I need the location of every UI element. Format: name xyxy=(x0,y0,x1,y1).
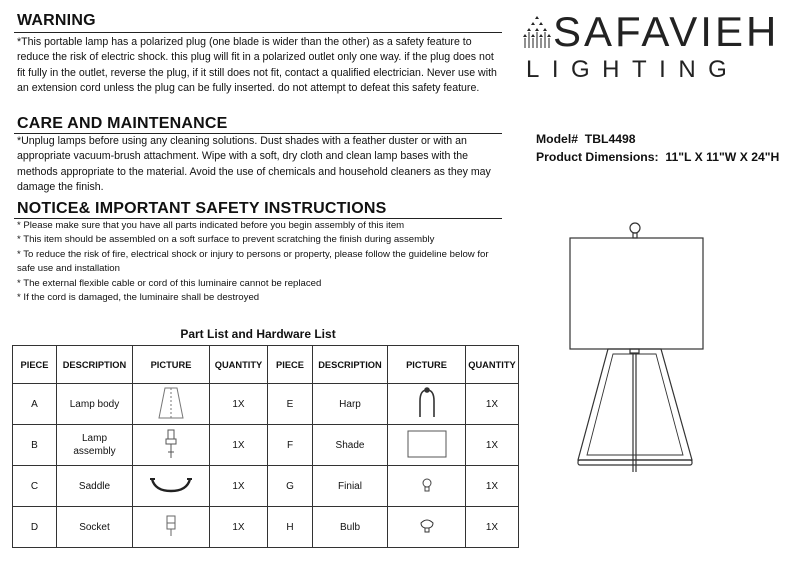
picture-cell xyxy=(133,425,210,466)
description-cell: Saddle xyxy=(57,466,133,507)
piece-cell: C xyxy=(13,466,57,507)
harp-icon xyxy=(416,387,438,419)
header-piece: PIECE xyxy=(13,346,57,384)
description-cell: Finial xyxy=(313,466,388,507)
notice-item: * To reduce the risk of fire, electrical shock or injury to persons or property, please follow the guideline below for safe use and installation xyxy=(17,248,489,275)
table-row xyxy=(13,466,519,507)
warning-text: *This portable lamp has a polarized plug (one blade is wider than the other) as a safety feature to reduce the risk of electric shock. this plug will fit in a polarized outlet only one way. if the plug does not fit fully in the outlet, reverse the plug, if it still does not fit, contact a qualified electrician. Never use with an extension cord unless the plug can be fully inserted. do not attempt to defeat this safety feature. xyxy=(17,36,497,94)
picture-cell xyxy=(133,384,210,425)
notice-title: NOTICE& IMPORTANT SAFETY INSTRUCTIONS xyxy=(17,200,387,217)
quantity-cell: 1X xyxy=(466,466,519,507)
header-picture: PICTURE xyxy=(388,346,466,384)
header-picture: PICTURE xyxy=(133,346,210,384)
quantity-cell: 1X xyxy=(210,466,268,507)
dimensions-value: 11"L X 11"W X 24"H xyxy=(665,149,780,164)
quantity-cell: 1X xyxy=(210,384,268,425)
care-text: *Unplug lamps before using any cleaning solutions. Dust shades with a feather duster or with an appropriate vacuum-brush attachment. Wipe with a soft, dry cloth and clean lamp bases with the methods appropriate to the material. Avoid the use of chemicals and household cleaners as they may damage the finish. xyxy=(17,135,491,193)
header-quantity: QUANTITY xyxy=(210,346,268,384)
table-row xyxy=(13,425,519,466)
picture-cell xyxy=(388,466,466,507)
table-header-row xyxy=(13,346,519,384)
safavieh-logo-icon xyxy=(522,16,552,50)
header-quantity: QUANTITY xyxy=(466,346,519,384)
lamp-assembly-icon xyxy=(164,428,178,460)
picture-cell xyxy=(388,384,466,425)
lamp-body-icon xyxy=(157,386,185,420)
bulb-icon xyxy=(419,518,435,534)
piece-cell: A xyxy=(13,384,57,425)
picture-cell xyxy=(133,466,210,507)
quantity-cell: 1X xyxy=(210,425,268,466)
finial-icon xyxy=(421,478,433,492)
quantity-cell: 1X xyxy=(466,384,519,425)
piece-cell: G xyxy=(268,466,313,507)
shade-icon xyxy=(407,430,447,458)
notice-item: * This item should be assembled on a soft surface to prevent scratching the finish during assembly xyxy=(17,234,435,246)
piece-cell: H xyxy=(268,507,313,548)
notice-item: * The external flexible cable or cord of this luminaire cannot be replaced xyxy=(17,277,322,289)
model-value: TBL4498 xyxy=(584,132,636,146)
description-cell: Socket xyxy=(57,507,133,548)
brand-subtitle: LIGHTING xyxy=(526,56,740,83)
header-description: DESCRIPTION xyxy=(57,346,133,384)
picture-cell xyxy=(133,507,210,548)
warning-divider xyxy=(14,32,502,33)
piece-cell: B xyxy=(13,425,57,466)
quantity-cell: 1X xyxy=(210,507,268,548)
saddle-icon xyxy=(149,475,193,495)
parts-table-title: Part List and Hardware List xyxy=(180,327,336,341)
dimensions-label: Product Dimensions: xyxy=(536,149,659,164)
description-cell: Lamp body xyxy=(57,384,133,425)
notice-list xyxy=(17,219,503,305)
piece-cell: F xyxy=(268,425,313,466)
picture-cell xyxy=(388,425,466,466)
piece-cell: E xyxy=(268,384,313,425)
brand-name: SAFAVIEH xyxy=(553,8,780,55)
table-row xyxy=(13,507,519,548)
warning-title: WARNING xyxy=(17,12,96,29)
picture-cell xyxy=(388,507,466,548)
notice-item: * Please make sure that you have all parts indicated before you begin assembly of this item xyxy=(17,220,405,231)
quantity-cell: 1X xyxy=(466,507,519,548)
description-cell: Lamp assembly xyxy=(57,425,133,466)
header-piece: PIECE xyxy=(268,346,313,384)
care-title: CARE AND MAINTENANCE xyxy=(17,115,228,132)
piece-cell: D xyxy=(13,507,57,548)
description-cell: Harp xyxy=(313,384,388,425)
description-cell: Shade xyxy=(313,425,388,466)
lamp-illustration xyxy=(566,216,716,486)
notice-item: * If the cord is damaged, the luminaire shall be destroyed xyxy=(17,292,260,304)
description-cell: Bulb xyxy=(313,507,388,548)
quantity-cell: 1X xyxy=(466,425,519,466)
socket-icon xyxy=(165,515,177,537)
model-label: Model# xyxy=(536,132,578,146)
product-info xyxy=(536,131,786,166)
table-row xyxy=(13,384,519,425)
header-description: DESCRIPTION xyxy=(313,346,388,384)
parts-table xyxy=(12,345,519,548)
